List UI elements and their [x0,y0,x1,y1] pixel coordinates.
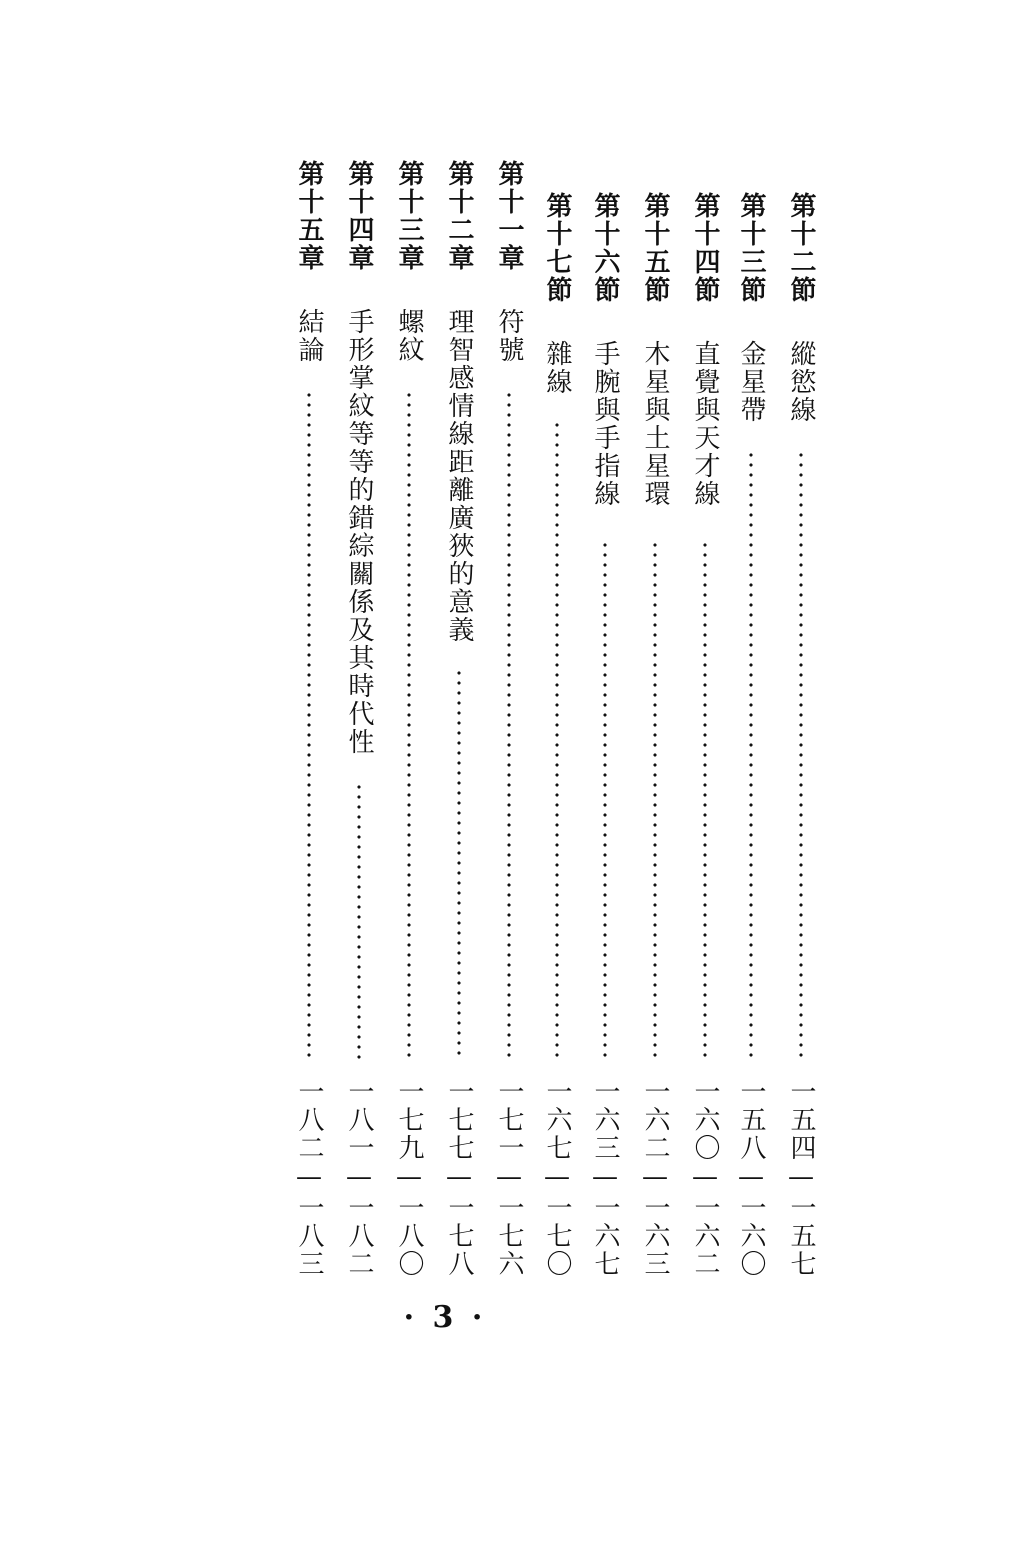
toc-dot-leader [357,782,361,1060]
toc-section-label: 第十五節 [640,192,670,304]
toc-chapter-label: 第十一章 [494,160,524,272]
toc-dot-leader [653,540,657,1060]
toc-entry [540,0,574,1300]
toc-section-label: 第十六節 [590,192,620,304]
toc-entry-title: 金星帶 [736,340,766,424]
toc-page-range: 一八一—一八二 [344,1078,374,1278]
toc-entry-title: 結論 [294,308,324,364]
toc-dot-leader [307,390,311,1060]
toc-dot-leader [703,540,707,1060]
toc-dot-leader [749,450,753,1060]
toc-entry-title: 理智感情線距離廣狹的意義 [444,308,474,644]
toc-entry [492,0,526,1300]
toc-chapter-label: 第十四章 [344,160,374,272]
toc-section-label: 第十七節 [542,192,572,304]
toc-entry [638,0,672,1300]
toc-entry [588,0,622,1300]
toc-chapter-label: 第十五章 [294,160,324,272]
toc-page-range: 一五四—一五七 [786,1078,816,1278]
toc-entry [734,0,768,1300]
toc-page-range: 一六二—一六三 [640,1078,670,1278]
toc-page-range: 一六七—一七〇 [542,1078,572,1278]
toc-entry-title: 螺紋 [394,308,424,364]
toc-dot-leader [457,668,461,1060]
toc-entry-title: 手腕與手指線 [590,340,620,508]
toc-page-range: 一七九—一八〇 [394,1078,424,1278]
toc-dot-leader [555,420,559,1060]
toc-entry [784,0,818,1300]
toc-section-label: 第十三節 [736,192,766,304]
toc-entry-title: 木星與土星環 [640,340,670,508]
toc-entry-title: 符號 [494,308,524,364]
toc-page-range: 一六〇—一六二 [690,1078,720,1278]
toc-chapter-label: 第十三章 [394,160,424,272]
toc-page-range: 一七七—一七八 [444,1078,474,1278]
toc-section-label: 第十四節 [690,192,720,304]
toc-page-range: 一五八—一六〇 [736,1078,766,1278]
toc-entry-title: 手形掌紋等等的錯綜關係及其時代性 [344,308,374,756]
toc-dot-leader [407,390,411,1060]
toc-entry [392,0,426,1300]
toc-dot-leader [507,390,511,1060]
page-number: · 3 · [403,1300,487,1335]
toc-entry [292,0,326,1300]
toc-chapter-label: 第十二章 [444,160,474,272]
toc-dot-leader [603,540,607,1060]
toc-entry-title: 直覺與天才線 [690,340,720,508]
toc-dot-leader [799,450,803,1060]
toc-entry [688,0,722,1300]
toc-entry-title: 縱慾線 [786,340,816,424]
toc-page-range: 一八二—一八三 [294,1078,324,1278]
toc-page-range: 一六三—一六七 [590,1078,620,1278]
toc-entry-title: 雜線 [542,340,572,396]
toc-page-range: 一七一—一七六 [494,1078,524,1278]
toc-section-label: 第十二節 [786,192,816,304]
toc-entry [442,0,476,1300]
toc-entry [342,0,376,1300]
